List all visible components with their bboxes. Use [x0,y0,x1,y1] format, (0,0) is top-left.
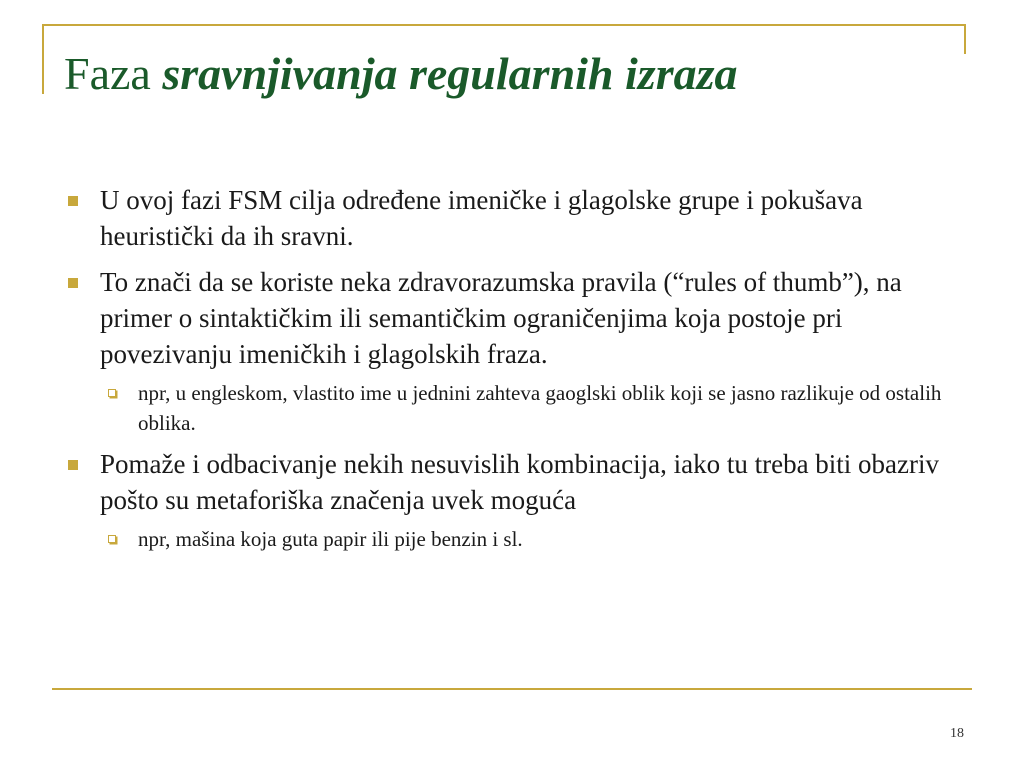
title-emphasis: sravnjivanja regularnih izraza [162,48,738,99]
frame-line-right [964,24,966,54]
page-number: 18 [950,726,964,741]
bullet-1 [62,182,962,254]
frame-line-left [42,24,44,94]
hollow-square-bullet-icon [108,389,116,397]
square-bullet-icon [68,460,78,470]
hollow-square-bullet-icon [108,535,116,543]
slide-content [62,182,962,562]
square-bullet-icon [68,278,78,288]
title-plain: Faza [64,48,163,99]
sub-bullet-2-1 [62,378,962,438]
footer-divider [52,688,972,690]
sub-bullet-text: npr, u engleskom, vlastito ime u jednini zahteva gaoglski oblik koji se jasno razlikuje od ostalih oblika. [138,381,942,435]
frame-line-top [42,24,966,26]
bullet-text: Pomaže i odbacivanje nekih nesuvislih kombinacija, iako tu treba biti obazriv pošto su metaforiška značenja uvek moguća [100,449,940,515]
bullet-text: U ovoj fazi FSM cilja određene imeničke i glagolske grupe i pokušava heuristički da ih sravni. [100,185,863,251]
square-bullet-icon [68,196,78,206]
bullet-2 [62,264,962,372]
bullet-3 [62,446,962,518]
sub-bullet-text: npr, mašina koja guta papir ili pije benzin i sl. [138,527,523,551]
slide-title [64,44,738,104]
sub-bullet-3-1 [62,524,962,554]
bullet-text: To znači da se koriste neka zdravorazumska pravila (“rules of thumb”), na primer o sintaktičkim ili semantičkim ograničenjima koja postoje pri povezivanju imeničkih i glagolskih fraza. [100,267,902,369]
